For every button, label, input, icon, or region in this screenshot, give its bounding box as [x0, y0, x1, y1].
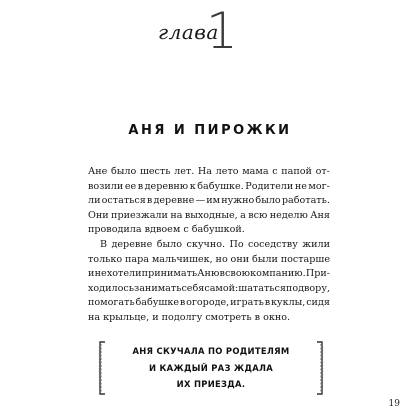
chapter-number: 1 — [206, 2, 238, 60]
text-line: и не хотели принимать Аню в свою компанию. При- — [88, 268, 330, 280]
chapter-label: глава — [158, 20, 219, 44]
text-line: помогать бабушке в огороде, играть в куклы, сидя — [88, 297, 330, 309]
text-line: Они приезжали на выходные, а всю неделю Аня — [88, 209, 330, 221]
page-number: 19 — [388, 399, 400, 409]
right-bracket-icon — [316, 341, 324, 395]
pull-quote-text — [112, 343, 310, 393]
quote-line: И КАЖДЫЙ РАЗ ЖДАЛА — [148, 362, 274, 373]
text-line: проводила вдвоем с бабушкой. — [88, 224, 245, 236]
pull-quote — [98, 341, 324, 395]
paragraph-1 — [88, 165, 330, 238]
text-line: ходилось занимать себя самой: шататься по двору, — [88, 282, 331, 294]
paragraph-2 — [88, 238, 330, 326]
text-line: только пара мальчишек, но они были постарше — [88, 253, 330, 265]
text-line: ли остаться в деревне — им нужно было работать. — [88, 195, 330, 207]
quote-line: АНЯ СКУЧАЛА ПО РОДИТЕЛЯМ — [132, 346, 290, 356]
quote-line: ИХ ПРИЕЗДА. — [176, 379, 246, 389]
text-line: возили ее в деревню к бабушке. Родители не мог- — [88, 180, 330, 192]
left-bracket-icon — [98, 341, 106, 395]
text-line: Ане было шесть лет. На лето мама с папой от- — [88, 166, 330, 177]
text-line: на крыльце, и подолгу смотреть в окно. — [88, 311, 291, 323]
text-line: В деревне было скучно. По соседству жили — [100, 239, 330, 250]
chapter-title: АНЯ И ПИРОЖКИ — [128, 123, 292, 138]
